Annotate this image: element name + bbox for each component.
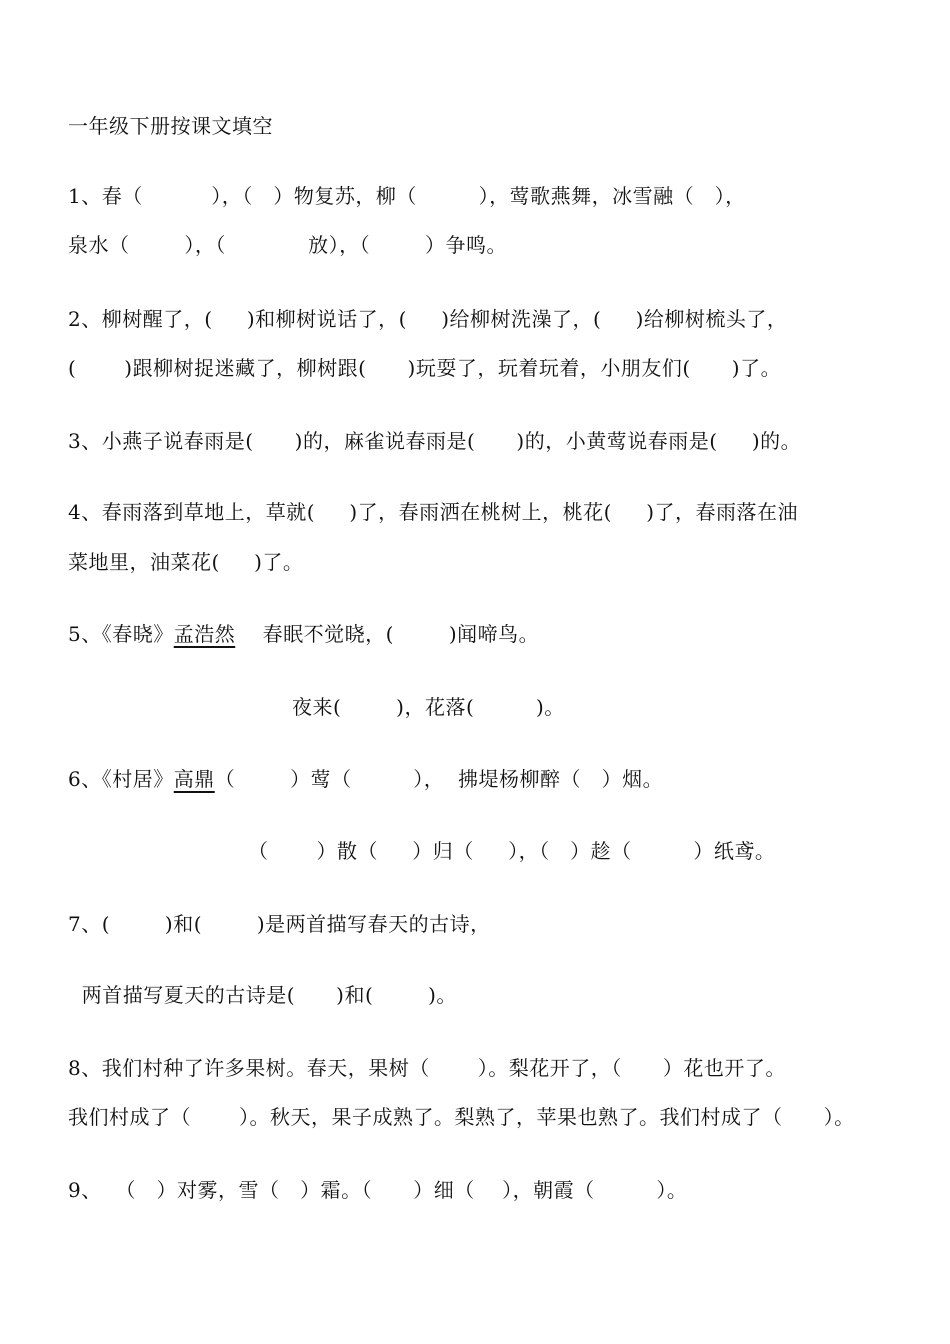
question-5-book: 《春晓》: [101, 622, 174, 646]
question-6-verse-1: （ ）莺（ ）， 拂堤杨柳醉（ ）烟。: [214, 767, 664, 791]
question-5-line-2: 夜来( )，花落( )。: [292, 695, 565, 719]
question-6-number: 6、: [68, 767, 102, 791]
question-8-line-1: 8、我们村种了许多果树。春天，果树（ ）。梨花开了，（ ）花也开了。: [68, 1056, 786, 1080]
question-1-line-2: 泉水（ ），（ 放），（ ）争鸣。: [68, 233, 508, 257]
page-title: 一年级下册按课文填空: [68, 114, 273, 138]
question-5-author: 孟浩然: [173, 622, 236, 646]
question-7-line-2: 两首描写夏天的古诗是( )和( )。: [68, 983, 457, 1007]
question-2-line-1: 2、柳树醒了，( )和柳树说话了，( )给柳树洗澡了，( )给柳树梳头了，: [68, 307, 788, 331]
question-6-author: 高鼎: [173, 767, 215, 791]
question-4-line-2: 菜地里，油菜花( )了。: [68, 550, 304, 574]
question-5-number: 5、: [68, 622, 102, 646]
question-5-verse-1: 春眠不觉晓，( )闻啼鸟。: [235, 622, 540, 646]
question-4-line-1: 4、春雨落到草地上，草就( )了，春雨洒在桃树上，桃花( )了，春雨落在油: [68, 500, 799, 524]
question-6-line-2: （ ）散（ ）归（ ），（ ）趁（ ）纸鸢。: [248, 839, 776, 863]
question-9-line-1: 9、 （ ）对雾，雪（ ）霜。（ ）细（ ），朝霞（ ）。: [68, 1178, 688, 1202]
question-5-line-1: [68, 620, 539, 648]
question-8-line-2: 我们村成了（ ）。秋天，果子成熟了。梨熟了，苹果也熟了。我们村成了（ ）。: [68, 1105, 855, 1129]
question-3-line-1: 3、小燕子说春雨是( )的，麻雀说春雨是( )的，小黄莺说春雨是( )的。: [68, 429, 802, 453]
question-6-line-1: [68, 765, 663, 793]
question-2-line-2: ( )跟柳树捉迷藏了，柳树跟( )玩耍了，玩着玩着，小朋友们( )了。: [68, 356, 782, 380]
question-6-book: 《村居》: [101, 767, 174, 791]
question-7-line-1: 7、( )和( )是两首描写春天的古诗，: [68, 912, 491, 936]
question-1-line-1: 1、春（ ），（ ）物复苏，柳（ ），莺歌燕舞，冰雪融（ ），: [68, 184, 746, 208]
